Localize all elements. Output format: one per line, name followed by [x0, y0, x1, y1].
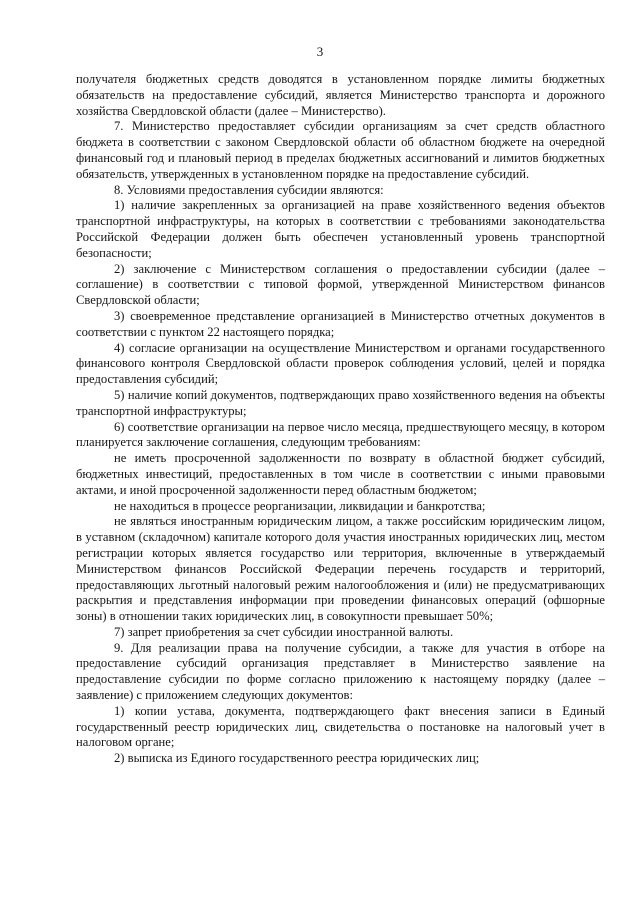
document-body	[76, 72, 605, 767]
paragraph-item-8: 8. Условиями предоставления субсидии являются:	[114, 182, 384, 197]
paragraph-condition-3: 3) своевременное представление организацией в Министерство отчетных документов в соответствии с пунктом 22 настоящего порядка;	[76, 308, 605, 339]
paragraph-condition-6: 6) соответствие организации на первое число месяца, предшествующего месяцу, в котором планируется заключение соглашения, следующим требованиям:	[76, 419, 605, 450]
paragraph-requirement-debt: не иметь просроченной задолженности по возврату в областной бюджет субсидий, бюджетных инвестиций, предоставленных в том числе в соответствии с иными правовыми актами, и иной просроченной задолженности перед областным бюджетом;	[76, 451, 605, 497]
paragraph-document-2: 2) выписка из Единого государственного реестра юридических лиц;	[114, 751, 480, 766]
paragraph-condition-1: 1) наличие закрепленных за организацией на праве хозяйственного ведения объектов транспортной инфраструктуры, на которых в соответствии с требованиями законодательства Российской Федерации должен быть обеспечен установленный уровень транспортной безопасности;	[76, 198, 605, 260]
paragraph-condition-2: 2) заключение с Министерством соглашения о предоставлении субсидии (далее – соглашение) в соответствии с типовой формой, утвержденной Министерством финансов Свердловской области;	[76, 261, 605, 308]
paragraph-requirement-reorganization: не находиться в процессе реорганизации, ликвидации и банкротства;	[114, 498, 486, 513]
paragraph-document-1: 1) копии устава, документа, подтверждающего факт внесения записи в Единый государственный реестр юридических лиц, свидетельства о постановке на налоговый учет в налоговом органе;	[76, 703, 605, 750]
paragraph-continuation: получателя бюджетных средств доводятся в установленном порядке лимиты бюджетных обязательств на предоставление субсидий, является Министерство транспорта и дорожного хозяйства Свердловской области (далее – Министерство).	[76, 72, 605, 118]
paragraph-item-9: 9. Для реализации права на получение субсидии, а также для участия в отборе на предоставление субсидий организация представляет в Министерство заявление на предоставление субсидии по форме согласно приложению к настоящему порядку (далее – заявление) с приложением следующих документов:	[76, 640, 605, 703]
paragraph-condition-7: 7) запрет приобретения за счет субсидии иностранной валюты.	[114, 624, 454, 639]
paragraph-requirement-foreign-entity: не являться иностранным юридическим лицом, а также российским юридическим лицом, в уставном (складочном) капитале которого доля участия иностранных юридических лиц, местом регистрации которых является государство или территория, включенные в утверждаемый Министерством финансов Российской Федерации перечень государств и территорий, предоставляющих льготный налоговый режим налогообложения и (или) не предусматривающих раскрытия и представления информации при проведении финансовых операций (офшорные зоны) в отношении таких юридических лиц, в совокупности превышает 50%;	[76, 514, 605, 624]
paragraph-condition-4: 4) согласие организации на осуществление Министерством и органами государственного финансового контроля Свердловской области проверок соблюдения условий, целей и порядка предоставления субсидий;	[76, 340, 605, 387]
page-number: 3	[316, 44, 324, 59]
paragraph-item-7: 7. Министерство предоставляет субсидии организациям за счет средств областного бюджета в соответствии с законом Свердловской области об областном бюджете на очередной финансовый год и плановый период в пределах бюджетных ассигнований и лимитов бюджетных обязательств, утвержденных в установленном порядке на предоставление субсидий.	[76, 119, 605, 181]
paragraph-condition-5: 5) наличие копий документов, подтверждающих право хозяйственного ведения на объекты транспортной инфраструктуры;	[76, 387, 605, 418]
